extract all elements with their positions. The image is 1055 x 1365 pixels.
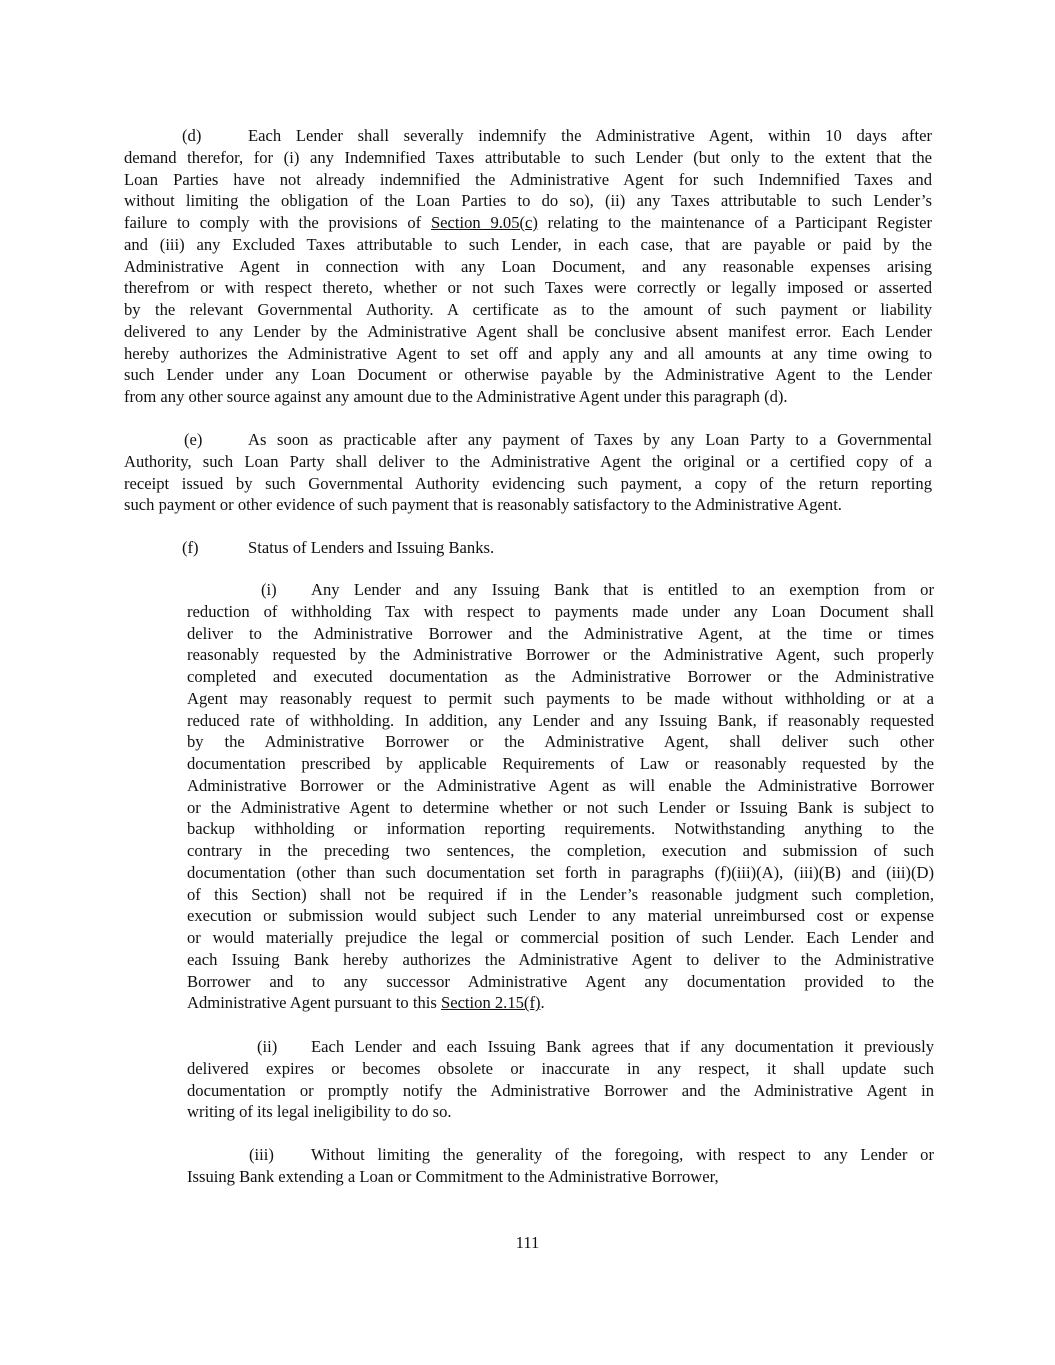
paragraph-d-label: (d) xyxy=(182,126,202,145)
paragraph-e-text: As soon as practicable after any payment of Taxes by any Loan Party to a Governmental xyxy=(248,430,932,449)
paragraph-d-line-5-end: relating to the maintenance of a Participant Register xyxy=(537,213,932,232)
paragraph-f-i-line-13: contrary in the preceding two sentences, the completion, execution and submission of such xyxy=(187,841,934,860)
paragraph-d-line-5 xyxy=(124,212,932,234)
paragraph-f-i-line-2: reduction of withholding Tax with respect to payments made under any Loan Document shall xyxy=(187,601,934,621)
paragraph-e-line-4: such payment or other evidence of such payment that is reasonably satisfactory to the Administrative Agent. xyxy=(124,495,842,515)
paragraph-f-i-line-17: or would materially prejudice the legal or commercial position of such Lender. Each Lender and xyxy=(187,928,934,947)
paragraph-d-line-11: hereby authorizes the Administrative Agent to set off and apply any and all amounts at any time owing to xyxy=(124,343,932,363)
paragraph-f-i-line-14: documentation (other than such documentation set forth in paragraphs (f)(iii)(A), (iii)(B) and (iii)(D) xyxy=(187,862,934,882)
paragraph-f-iii-line-2: Issuing Bank extending a Loan or Commitment to the Administrative Borrower, xyxy=(187,1166,719,1186)
paragraph-d xyxy=(124,125,932,408)
paragraph-e-line-3: receipt issued by such Governmental Authority evidencing such payment, a copy of the return reporting xyxy=(124,473,932,493)
paragraph-f-ii xyxy=(187,1036,934,1123)
paragraph-f-i-line-12: backup withholding or information reporting requirements. Notwithstanding anything to the xyxy=(187,819,934,839)
paragraph-f-i-line-9: documentation prescribed by applicable Requirements of Law or reasonably requested by the xyxy=(187,754,934,773)
paragraph-d-line-5-start: failure to comply with the provisions of xyxy=(124,213,431,232)
paragraph-d-line-3: Loan Parties have not already indemnified the Administrative Agent for such Indemnified Taxes and xyxy=(124,169,932,189)
paragraph-f-i-label: (i) xyxy=(261,580,277,599)
paragraph-f-i-line-8: by the Administrative Borrower or the Administrative Agent, shall deliver such other xyxy=(187,732,934,752)
paragraph-d-line-6: and (iii) any Excluded Taxes attributable to such Lender, in each case, that are payable or paid by the xyxy=(124,234,932,254)
page-number: 111 xyxy=(515,1233,540,1252)
paragraph-f-ii-line-4: writing of its legal ineligibility to do so. xyxy=(187,1102,452,1122)
paragraph-d-line-9: by the relevant Governmental Authority. A certificate as to the amount of such payment or liability xyxy=(124,300,932,319)
paragraph-f-i-line-3: deliver to the Administrative Borrower and the Administrative Agent, at the time or times xyxy=(187,623,934,643)
paragraph-f-i-line-16: execution or submission would subject such Lender to any material unreimbursed cost or expense xyxy=(187,906,934,926)
paragraph-f-i-line-7: reduced rate of withholding. In addition, any Lender and any Issuing Bank, if reasonably requested xyxy=(187,710,934,730)
paragraph-f-i-line-5: completed and executed documentation as the Administrative Borrower or the Administrative xyxy=(187,667,934,686)
paragraph-f-ii-line-1 xyxy=(187,1036,934,1058)
paragraph-f-i-line-11: or the Administrative Agent to determine whether or not such Lender or Issuing Bank is subject to xyxy=(187,797,934,817)
paragraph-f-iii-line-1 xyxy=(187,1144,934,1166)
paragraph-d-line-2: demand therefor, for (i) any Indemnified Taxes attributable to such Lender (but only to the extent that the xyxy=(124,147,932,167)
paragraph-e-line-1 xyxy=(124,429,932,451)
paragraph-f-i-line-20-start: Administrative Agent pursuant to this xyxy=(187,993,441,1013)
paragraph-f-ii-line-3: documentation or promptly notify the Administrative Borrower and the Administrative Agent in xyxy=(187,1080,934,1100)
paragraph-f xyxy=(124,537,932,559)
paragraph-f-label: (f) xyxy=(182,538,199,557)
paragraph-d-line-1 xyxy=(124,125,932,147)
paragraph-d-line-13: from any other source against any amount due to the Administrative Agent under this paragraph (d). xyxy=(124,387,788,406)
paragraph-f-i-line-19: Borrower and to any successor Administrative Agent any documentation provided to the xyxy=(187,971,934,991)
paragraph-f-i-line-20 xyxy=(187,992,934,1014)
paragraph-f-i-line-18: each Issuing Bank hereby authorizes the Administrative Agent to deliver to the Administrative xyxy=(187,949,934,969)
paragraph-e xyxy=(124,429,932,516)
paragraph-f-i-line-20-end: . xyxy=(540,993,545,1013)
paragraph-f-ii-label: (ii) xyxy=(257,1037,278,1056)
paragraph-d-line-4: without limiting the obligation of the Loan Parties to do so), (ii) any Taxes attributable to such Lender’s xyxy=(124,191,932,211)
paragraph-f-i-text: Any Lender and any Issuing Bank that is entitled to an exemption from or xyxy=(311,580,934,599)
paragraph-f-i-line-10: Administrative Borrower or the Administrative Agent as will enable the Administrative Borrower xyxy=(187,775,934,795)
paragraph-f-ii-line-2: delivered expires or becomes obsolete or inaccurate in any respect, it shall update such xyxy=(187,1058,934,1078)
paragraph-f-iii-label: (iii) xyxy=(249,1145,274,1164)
paragraph-f-iii xyxy=(187,1144,934,1188)
paragraph-d-line-10: delivered to any Lender by the Administrative Agent shall be conclusive absent manifest error. Each Lender xyxy=(124,321,932,341)
paragraph-f-i-line-4: reasonably requested by the Administrative Borrower or the Administrative Agent, such properly xyxy=(187,645,934,665)
paragraph-d-line-12: such Lender under any Loan Document or otherwise payable by the Administrative Agent to the Lender xyxy=(124,365,932,385)
paragraph-f-i xyxy=(187,579,934,1014)
paragraph-e-label: (e) xyxy=(184,430,203,449)
paragraph-e-line-2: Authority, such Loan Party shall deliver to the Administrative Agent the original or a certified copy of a xyxy=(124,451,932,471)
paragraph-d-line-7: Administrative Agent in connection with any Loan Document, and any reasonable expenses arising xyxy=(124,256,932,276)
paragraph-f-heading: Status of Lenders and Issuing Banks. xyxy=(248,538,495,557)
paragraph-f-i-line-6: Agent may reasonably request to permit such payments to be made without withholding or at a xyxy=(187,688,934,708)
paragraph-f-ii-text: Each Lender and each Issuing Bank agrees that if any documentation it previously xyxy=(311,1037,934,1056)
paragraph-d-text: Each Lender shall severally indemnify the Administrative Agent, within 10 days after xyxy=(248,126,932,145)
paragraph-f-i-line-15: of this Section) shall not be required if in the Lender’s reasonable judgment such completion, xyxy=(187,884,934,904)
paragraph-f-iii-text: Without limiting the generality of the foregoing, with respect to any Lender or xyxy=(311,1145,934,1164)
paragraph-f-line-1 xyxy=(124,537,932,559)
paragraph-d-line-8: therefrom or with respect thereto, whether or not such Taxes were correctly or legally imposed or asserted xyxy=(124,278,932,298)
section-9-05-c-link[interactable]: Section 9.05(c) xyxy=(430,213,538,232)
paragraph-f-i-line-1 xyxy=(187,579,934,601)
section-2-15-f-link[interactable]: Section 2.15(f) xyxy=(440,993,541,1013)
